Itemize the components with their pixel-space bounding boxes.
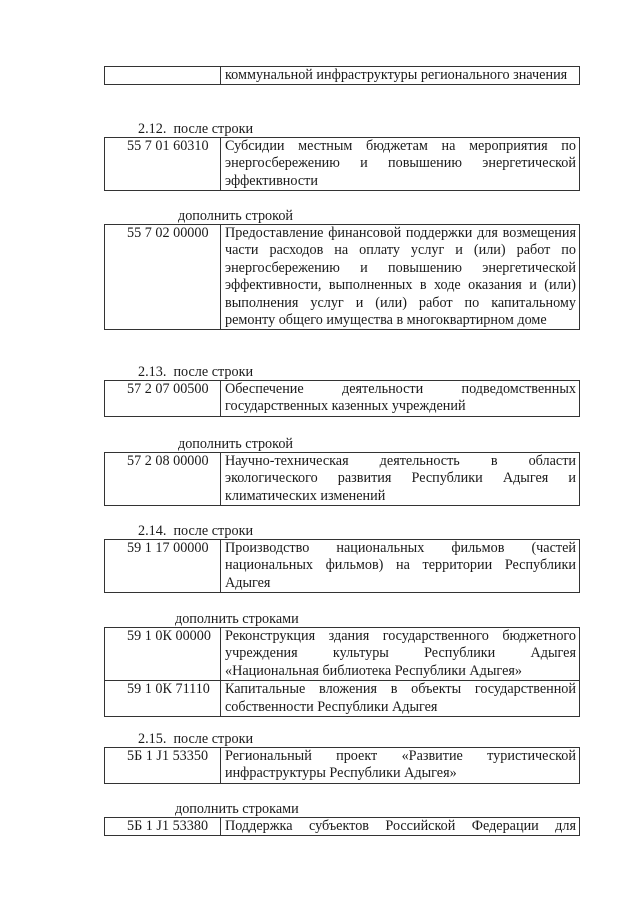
table-after-2-15	[104, 747, 580, 784]
table-add-2-14	[104, 627, 580, 717]
budget-code-cell: 59 1 17 00000	[105, 540, 221, 593]
description-cell: Предоставление финансовой поддержки для возмещения части расходов на оплату услуг и (или) работ по энергосбережению и повышению энергетической эффективности, выполненных в ходе оказания и (или) выполнения услуг и (или) работ по капитальному ремонту общего имущества в многоквартирном доме	[221, 225, 580, 330]
add-row-label: дополнить строкой	[178, 436, 294, 452]
section-heading-2-14	[138, 523, 253, 539]
table-after-2-12	[104, 137, 580, 191]
after-row-label: после строки	[173, 121, 254, 137]
table-row	[105, 453, 580, 506]
table-add-2-13	[104, 452, 580, 506]
budget-code-cell: 59 1 0К 00000	[105, 628, 221, 681]
description-cell: Субсидии местным бюджетам на мероприятия по энергосбережению и повышению энергетической эффективности	[221, 138, 580, 191]
section-number: 2.14.	[138, 523, 167, 539]
table-add-2-12	[104, 224, 580, 330]
description-cell: Реконструкция здания государственного бюджетного учреждения культуры Республики Адыгея «Национальная библиотека Республики Адыгея»	[221, 628, 580, 681]
section-heading-2-13	[138, 364, 253, 380]
description-cell: Производство национальных фильмов (частей национальных фильмов) на территории Республики Адыгея	[221, 540, 580, 593]
budget-code-cell	[105, 67, 221, 85]
table-row	[105, 748, 580, 784]
table-after-2-14	[104, 539, 580, 593]
budget-code-cell: 57 2 07 00500	[105, 381, 221, 417]
budget-code-cell: 55 7 01 60310	[105, 138, 221, 191]
section-heading-2-15	[138, 731, 253, 747]
table-row	[105, 628, 580, 681]
section-number: 2.12.	[138, 121, 167, 137]
section-number: 2.15.	[138, 731, 167, 747]
budget-code-cell: 59 1 0К 71110	[105, 681, 221, 717]
table-row	[105, 681, 580, 717]
after-row-label: после строки	[173, 523, 254, 539]
table-row	[105, 540, 580, 593]
table-row	[105, 225, 580, 330]
table-continuation	[104, 66, 580, 85]
budget-code-cell: 57 2 08 00000	[105, 453, 221, 506]
description-cell: Научно-техническая деятельность в области экологического развития Республики Адыгея и климатических изменений	[221, 453, 580, 506]
table-after-2-13	[104, 380, 580, 417]
budget-code-cell: 5Б 1 J1 53380	[105, 818, 221, 836]
after-row-label: после строки	[173, 731, 254, 747]
table-row	[105, 138, 580, 191]
description-cell: коммунальной инфраструктуры регионального значения	[221, 67, 580, 85]
add-rows-label: дополнить строками	[175, 611, 299, 627]
description-cell: Региональный проект «Развитие туристической инфраструктуры Республики Адыгея»	[221, 748, 580, 784]
add-rows-label: дополнить строками	[175, 801, 299, 817]
section-number: 2.13.	[138, 364, 167, 380]
after-row-label: после строки	[173, 364, 254, 380]
description-cell: Обеспечение деятельности подведомственных государственных казенных учреждений	[221, 381, 580, 417]
table-add-2-15	[104, 817, 580, 836]
table-row	[105, 381, 580, 417]
budget-code-cell: 5Б 1 J1 53350	[105, 748, 221, 784]
add-row-label: дополнить строкой	[178, 208, 294, 224]
section-heading-2-12	[138, 121, 253, 137]
budget-code-cell: 55 7 02 00000	[105, 225, 221, 330]
description-cell: Поддержка субъектов Российской Федерации для	[221, 818, 580, 836]
table-row	[105, 67, 580, 85]
table-row	[105, 818, 580, 836]
description-cell: Капитальные вложения в объекты государственной собственности Республики Адыгея	[221, 681, 580, 717]
